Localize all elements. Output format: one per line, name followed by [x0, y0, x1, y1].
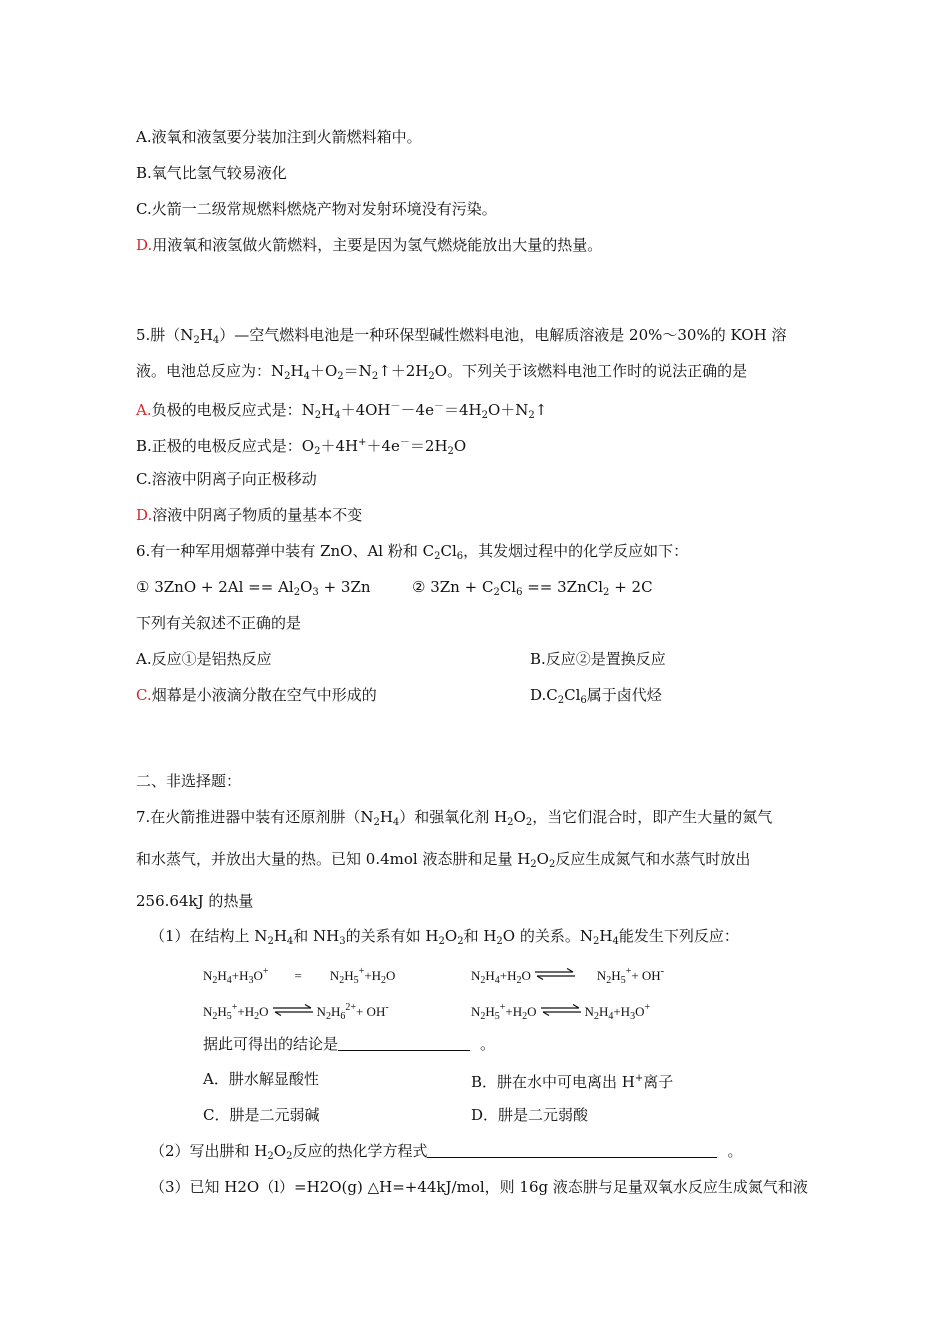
q7-option-c: C．肼是二元弱碱 — [203, 1106, 320, 1124]
q6-option-c: C.烟幕是小液滴分散在空气中形成的 — [136, 686, 377, 704]
q4-option-c: C.火箭一二级常规燃料燃烧产物对发射环境没有污染。 — [136, 200, 497, 218]
equation-3: $N_2H_5^++H_2O$ $N_2H_6^{2+}+ OH^-$ — [203, 1002, 389, 1022]
q7-part2: （2）写出肼和 $H_2O_2$反应的热化学方程式 。 — [150, 1142, 743, 1162]
q7-stem-line3: 256.64kJ 的热量 — [136, 892, 254, 910]
q7-option-d: D．肼是二元弱酸 — [471, 1106, 589, 1124]
q5-option-b: B.正极的电极反应式是：$O_2+4H^++4e^-=2H_2O$ — [136, 437, 467, 457]
q7-option-b: B．肼在水中可电离出 H+离子 — [471, 1073, 674, 1091]
section-heading: 二、非选择题： — [136, 772, 242, 790]
q7-conclusion: 据此可得出的结论是 。 — [203, 1035, 496, 1053]
q7-part1: （1）在结构上 $N_2H_4$和 $NH_3$的关系有如 $H_2O_2$和 $H_2O$ 的关系。$N_2H_4$能发生下列反应： — [150, 927, 739, 947]
answer-letter-d: D. — [136, 236, 153, 254]
q5-option-d: D.溶液中阴离子物质的量基本不变 — [136, 506, 363, 524]
answer-blank[interactable] — [338, 1036, 470, 1051]
equation-2: $N_2H_4+H_2O$ $N_2H_5^++ OH^-$ — [471, 966, 665, 986]
equilibrium-arrow-icon — [535, 968, 575, 980]
equilibrium-arrow-icon — [273, 1004, 313, 1016]
equation-4: $N_2H_5^++H_2O$ $N_2H_4+H_3O^+$ — [471, 1002, 651, 1022]
q6-option-d: $D.C_2Cl_6$属于卤代烃 — [530, 686, 662, 706]
answer-letter-c: C. — [136, 686, 152, 704]
q7-option-a: A．肼水解显酸性 — [203, 1070, 319, 1088]
equilibrium-arrow-icon — [541, 1004, 581, 1016]
q6-option-a: A.反应①是铝热反应 — [136, 650, 272, 668]
q5-option-c: C.溶液中阴离子向正极移动 — [136, 470, 317, 488]
answer-letter-a: A. — [136, 401, 152, 419]
q7-part3: （3）已知 H2O（l）=H2O(g) △H=+44kJ/mol，则 16g 液态肼与足量双氧水反应生成氮气和液 — [150, 1178, 808, 1196]
q6-option-b: B.反应②是置换反应 — [530, 650, 666, 668]
q5-option-a: A.负极的电极反应式是：$N_2H_4+4OH^--4e^-=4H_2O+N_2↑$ — [136, 401, 548, 421]
q5-stem-line1: 5.肼$(N_2H_4)—$空气燃料电池是一种环保型碱性燃料电池，电解质溶液是 20%～30%的 KOH 溶 — [136, 326, 787, 346]
answer-letter-d: D. — [136, 506, 153, 524]
equation-1: $N_2H_4+H_3O^+ = N_2H_5^++H_2O$ — [203, 966, 396, 986]
q4-option-a: A.液氧和液氢要分装加注到火箭燃料箱中。 — [136, 128, 422, 146]
q5-stem-line2: 液。电池总反应为：$N_2H_4+O_2=N_2↑+2H_2O$。下列关于该燃料电池工作时的说法正确的是 — [136, 362, 748, 382]
q7-stem-line2: 和水蒸气，并放出大量的热。已知 0.4mol 液态肼和足量 $H_2O_2$反应生成氮气和水蒸气时放出 — [136, 850, 751, 870]
q4-option-d: D.用液氧和液氢做火箭燃料，主要是因为氢气燃烧能放出大量的热量。 — [136, 236, 603, 254]
answer-blank[interactable] — [427, 1143, 717, 1158]
q6-reaction-2: ② $3Zn + C_2Cl_6$ == 3ZnCl$_2$ + 2C — [412, 578, 653, 598]
q6-reaction-1: ① $3ZnO + 2Al == Al_2O_3 + 3Zn$ — [136, 578, 371, 598]
q6-question: 下列有关叙述不正确的是 — [136, 614, 302, 632]
q7-stem-line1: 7.在火箭推进器中装有还原剂肼$(N_2H_4)$和强氧化剂 $H_2O_2$，当它们混合时，即产生大量的氮气 — [136, 808, 773, 828]
q4-option-b: B.氧气比氢气较易液化 — [136, 164, 287, 182]
q6-stem: 6.有一种军用烟幕弹中装有 ZnO、Al 粉和 $C_2Cl_6$，其发烟过程中的化学反应如下： — [136, 542, 689, 562]
